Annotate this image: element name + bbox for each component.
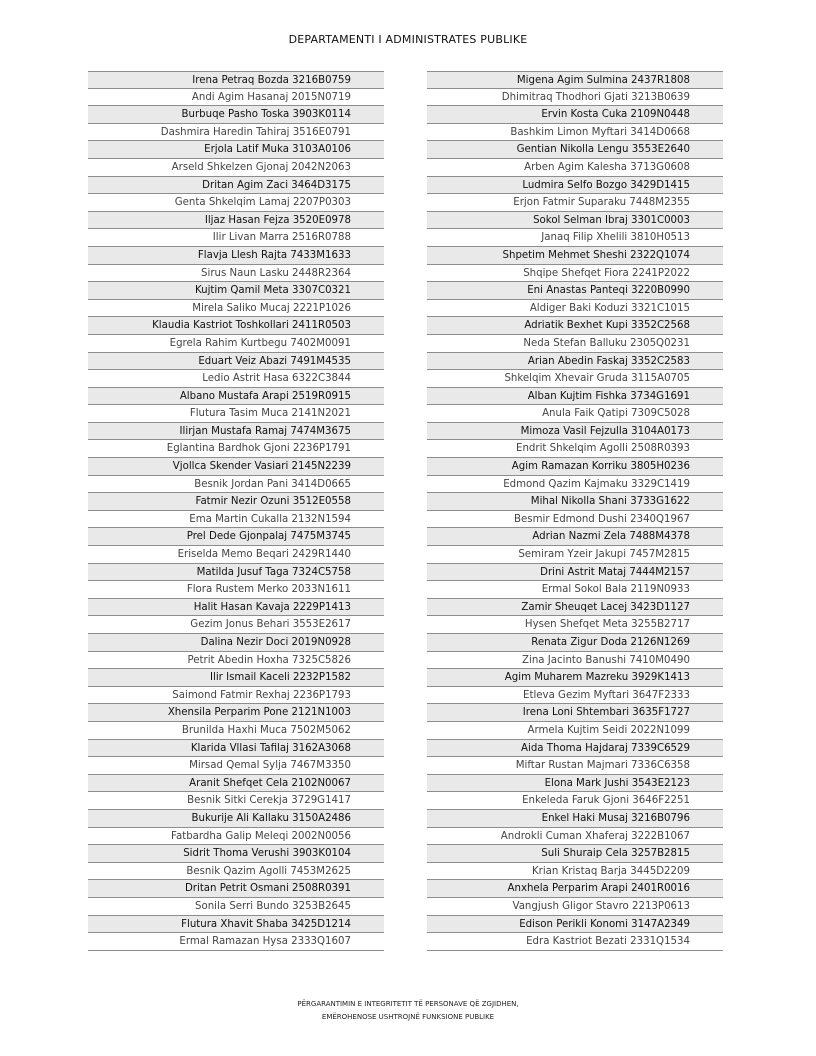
list-item: Sidrit Thoma Verushi 3903K0104: [88, 845, 384, 863]
list-item: Aida Thoma Hajdaraj 7339C6529: [427, 740, 723, 758]
list-item: Eriselda Memo Beqari 2429R1440: [88, 546, 384, 564]
list-item: Xhensila Perparim Pone 2121N1003: [88, 704, 384, 722]
list-item: Shqipe Shefqet Fiora 2241P2022: [427, 265, 723, 283]
right-name-list: [427, 71, 723, 951]
list-item: Suli Shuraip Cela 3257B2815: [427, 845, 723, 863]
list-item: Arben Agim Kalesha 3713G0608: [427, 159, 723, 177]
list-item: Matilda Jusuf Taga 7324C5758: [88, 564, 384, 582]
list-item: Hysen Shefqet Meta 3255B2717: [427, 616, 723, 634]
list-item: Ema Martin Cukalla 2132N1594: [88, 511, 384, 529]
list-item: Burbuqe Pasho Toska 3903K0114: [88, 106, 384, 124]
list-item: Drini Astrit Mataj 7444M2157: [427, 564, 723, 582]
list-item: Dalina Nezir Doci 2019N0928: [88, 634, 384, 652]
list-item: Prel Dede Gjonpalaj 7475M3745: [88, 528, 384, 546]
list-item: Armela Kujtim Seidi 2022N1099: [427, 722, 723, 740]
list-item: Bashkim Limon Myftari 3414D0668: [427, 124, 723, 142]
list-item: Gezim Jonus Behari 3553E2617: [88, 616, 384, 634]
list-item: Eglantina Bardhok Gjoni 2236P1791: [88, 440, 384, 458]
list-item: Krian Kristaq Barja 3445D2209: [427, 863, 723, 881]
list-item: Ermal Sokol Bala 2119N0933: [427, 581, 723, 599]
list-item: Saimond Fatmir Rexhaj 2236P1793: [88, 687, 384, 705]
list-item: Edison Perikli Konomi 3147A2349: [427, 916, 723, 934]
list-item: Sokol Selman Ibraj 3301C0003: [427, 212, 723, 230]
list-item: Agim Ramazan Korriku 3805H0236: [427, 458, 723, 476]
page-title: DEPARTAMENTI I ADMINISTRATES PUBLIKE: [288, 33, 528, 46]
list-item: Sirus Naun Lasku 2448R2364: [88, 265, 384, 283]
list-item: Flora Rustem Merko 2033N1611: [88, 581, 384, 599]
left-name-list: [88, 71, 384, 951]
list-item: Erjola Latif Muka 3103A0106: [88, 141, 384, 159]
list-item: Flutura Xhavit Shaba 3425D1214: [88, 916, 384, 934]
list-item: Ilirjan Mustafa Ramaj 7474M3675: [88, 423, 384, 441]
list-item: Renata Zigur Doda 2126N1269: [427, 634, 723, 652]
list-item: Anxhela Perparim Arapi 2401R0016: [427, 880, 723, 898]
list-item: Endrit Shkelqim Agolli 2508R0393: [427, 440, 723, 458]
list-item: Arian Abedin Faskaj 3352C2583: [427, 353, 723, 371]
list-item: Halit Hasan Kavaja 2229P1413: [88, 599, 384, 617]
list-item: Dashmira Haredin Tahiraj 3516E0791: [88, 124, 384, 142]
list-item: Irena Petraq Bozda 3216B0759: [88, 71, 384, 89]
list-item: Eduart Veiz Abazi 7491M4535: [88, 353, 384, 371]
list-item: Neda Stefan Balluku 2305Q0231: [427, 335, 723, 353]
list-item: Ilir Ismail Kaceli 2232P1582: [88, 669, 384, 687]
list-item: Fatmir Nezir Ozuni 3512E0558: [88, 493, 384, 511]
list-item: Androkli Cuman Xhaferaj 3222B1067: [427, 828, 723, 846]
list-item: Iljaz Hasan Fejza 3520E0978: [88, 212, 384, 230]
list-item: Edra Kastriot Bezati 2331Q1534: [427, 933, 723, 951]
list-item: Sonila Serri Bundo 3253B2645: [88, 898, 384, 916]
list-item: Irena Loni Shtembari 3635F1727: [427, 704, 723, 722]
list-item: Etleva Gezim Myftari 3647F2333: [427, 687, 723, 705]
list-item: Alban Kujtim Fishka 3734G1691: [427, 388, 723, 406]
list-item: Mimoza Vasil Fejzulla 3104A0173: [427, 423, 723, 441]
list-item: Adriatik Bexhet Kupi 3352C2568: [427, 317, 723, 335]
list-item: Eni Anastas Panteqi 3220B0990: [427, 282, 723, 300]
list-item: Flavja Llesh Rajta 7433M1633: [88, 247, 384, 265]
list-item: Mirsad Qemal Sylja 7467M3350: [88, 757, 384, 775]
list-item: Shkelqim Xhevair Gruda 3115A0705: [427, 370, 723, 388]
list-item: Brunilda Haxhi Muca 7502M5062: [88, 722, 384, 740]
list-item: Vangjush Gligor Stavro 2213P0613: [427, 898, 723, 916]
list-item: Bukurije Ali Kallaku 3150A2486: [88, 810, 384, 828]
list-item: Fatbardha Galip Meleqi 2002N0056: [88, 828, 384, 846]
list-item: Dritan Petrit Osmani 2508R0391: [88, 880, 384, 898]
list-item: Flutura Tasim Muca 2141N2021: [88, 405, 384, 423]
list-item: Ludmira Selfo Bozgo 3429D1415: [427, 177, 723, 195]
list-item: Genta Shkelqim Lamaj 2207P0303: [88, 194, 384, 212]
list-item: Besnik Sitki Cerekja 3729G1417: [88, 792, 384, 810]
list-item: Ledio Astrit Hasa 6322C3844: [88, 370, 384, 388]
footer-line-1: PËRGARANTIMIN E INTEGRITETIT TË PERSONAVE QË ZGJIDHEN,: [297, 1000, 519, 1008]
list-item: Albano Mustafa Arapi 2519R0915: [88, 388, 384, 406]
list-item: Ervin Kosta Cuka 2109N0448: [427, 106, 723, 124]
list-item: Janaq Filip Xhelili 3810H0513: [427, 229, 723, 247]
list-item: Aranit Shefqet Cela 2102N0067: [88, 775, 384, 793]
list-item: Klaudia Kastriot Toshkollari 2411R0503: [88, 317, 384, 335]
list-item: Miftar Rustan Majmari 7336C6358: [427, 757, 723, 775]
list-item: Mirela Saliko Mucaj 2221P1026: [88, 300, 384, 318]
list-item: Dhimitraq Thodhori Gjati 3213B0639: [427, 89, 723, 107]
list-item: Besnik Jordan Pani 3414D0665: [88, 476, 384, 494]
footer-line-2: EMËROHENOSE USHTROJNË FUNKSIONE PUBLIKE: [321, 1013, 495, 1021]
list-item: Petrit Abedin Hoxha 7325C5826: [88, 652, 384, 670]
list-item: Arseld Shkelzen Gjonaj 2042N2063: [88, 159, 384, 177]
list-item: Zamir Sheuqet Lacej 3423D1127: [427, 599, 723, 617]
list-item: Shpetim Mehmet Sheshi 2322Q1074: [427, 247, 723, 265]
list-item: Gentian Nikolla Lengu 3553E2640: [427, 141, 723, 159]
list-item: Aldiger Baki Koduzi 3321C1015: [427, 300, 723, 318]
list-item: Elona Mark Jushi 3543E2123: [427, 775, 723, 793]
list-item: Klarida Vllasi Tafilaj 3162A3068: [88, 740, 384, 758]
list-item: Agim Muharem Mazreku 3929K1413: [427, 669, 723, 687]
footer-note: [0, 998, 816, 1024]
list-item: Kujtim Qamil Meta 3307C0321: [88, 282, 384, 300]
list-item: Ilir Livan Marra 2516R0788: [88, 229, 384, 247]
list-item: Erjon Fatmir Suparaku 7448M2355: [427, 194, 723, 212]
list-item: Enkeleda Faruk Gjoni 3646F2251: [427, 792, 723, 810]
list-item: Vjollca Skender Vasiari 2145N2239: [88, 458, 384, 476]
list-item: Besnik Qazim Agolli 7453M2625: [88, 863, 384, 881]
list-item: Ermal Ramazan Hysa 2333Q1607: [88, 933, 384, 951]
list-item: Besmir Edmond Dushi 2340Q1967: [427, 511, 723, 529]
list-item: Dritan Agim Zaci 3464D3175: [88, 177, 384, 195]
list-item: Edmond Qazim Kajmaku 3329C1419: [427, 476, 723, 494]
list-item: Migena Agim Sulmina 2437R1808: [427, 71, 723, 89]
list-item: Enkel Haki Musaj 3216B0796: [427, 810, 723, 828]
list-item: Mihal Nikolla Shani 3733G1622: [427, 493, 723, 511]
list-item: Semiram Yzeir Jakupi 7457M2815: [427, 546, 723, 564]
list-item: Egrela Rahim Kurtbegu 7402M0091: [88, 335, 384, 353]
list-item: Anula Faik Qatipi 7309C5028: [427, 405, 723, 423]
list-item: Andi Agim Hasanaj 2015N0719: [88, 89, 384, 107]
list-item: Zina Jacinto Banushi 7410M0490: [427, 652, 723, 670]
list-item: Adrian Nazmi Zela 7488M4378: [427, 528, 723, 546]
